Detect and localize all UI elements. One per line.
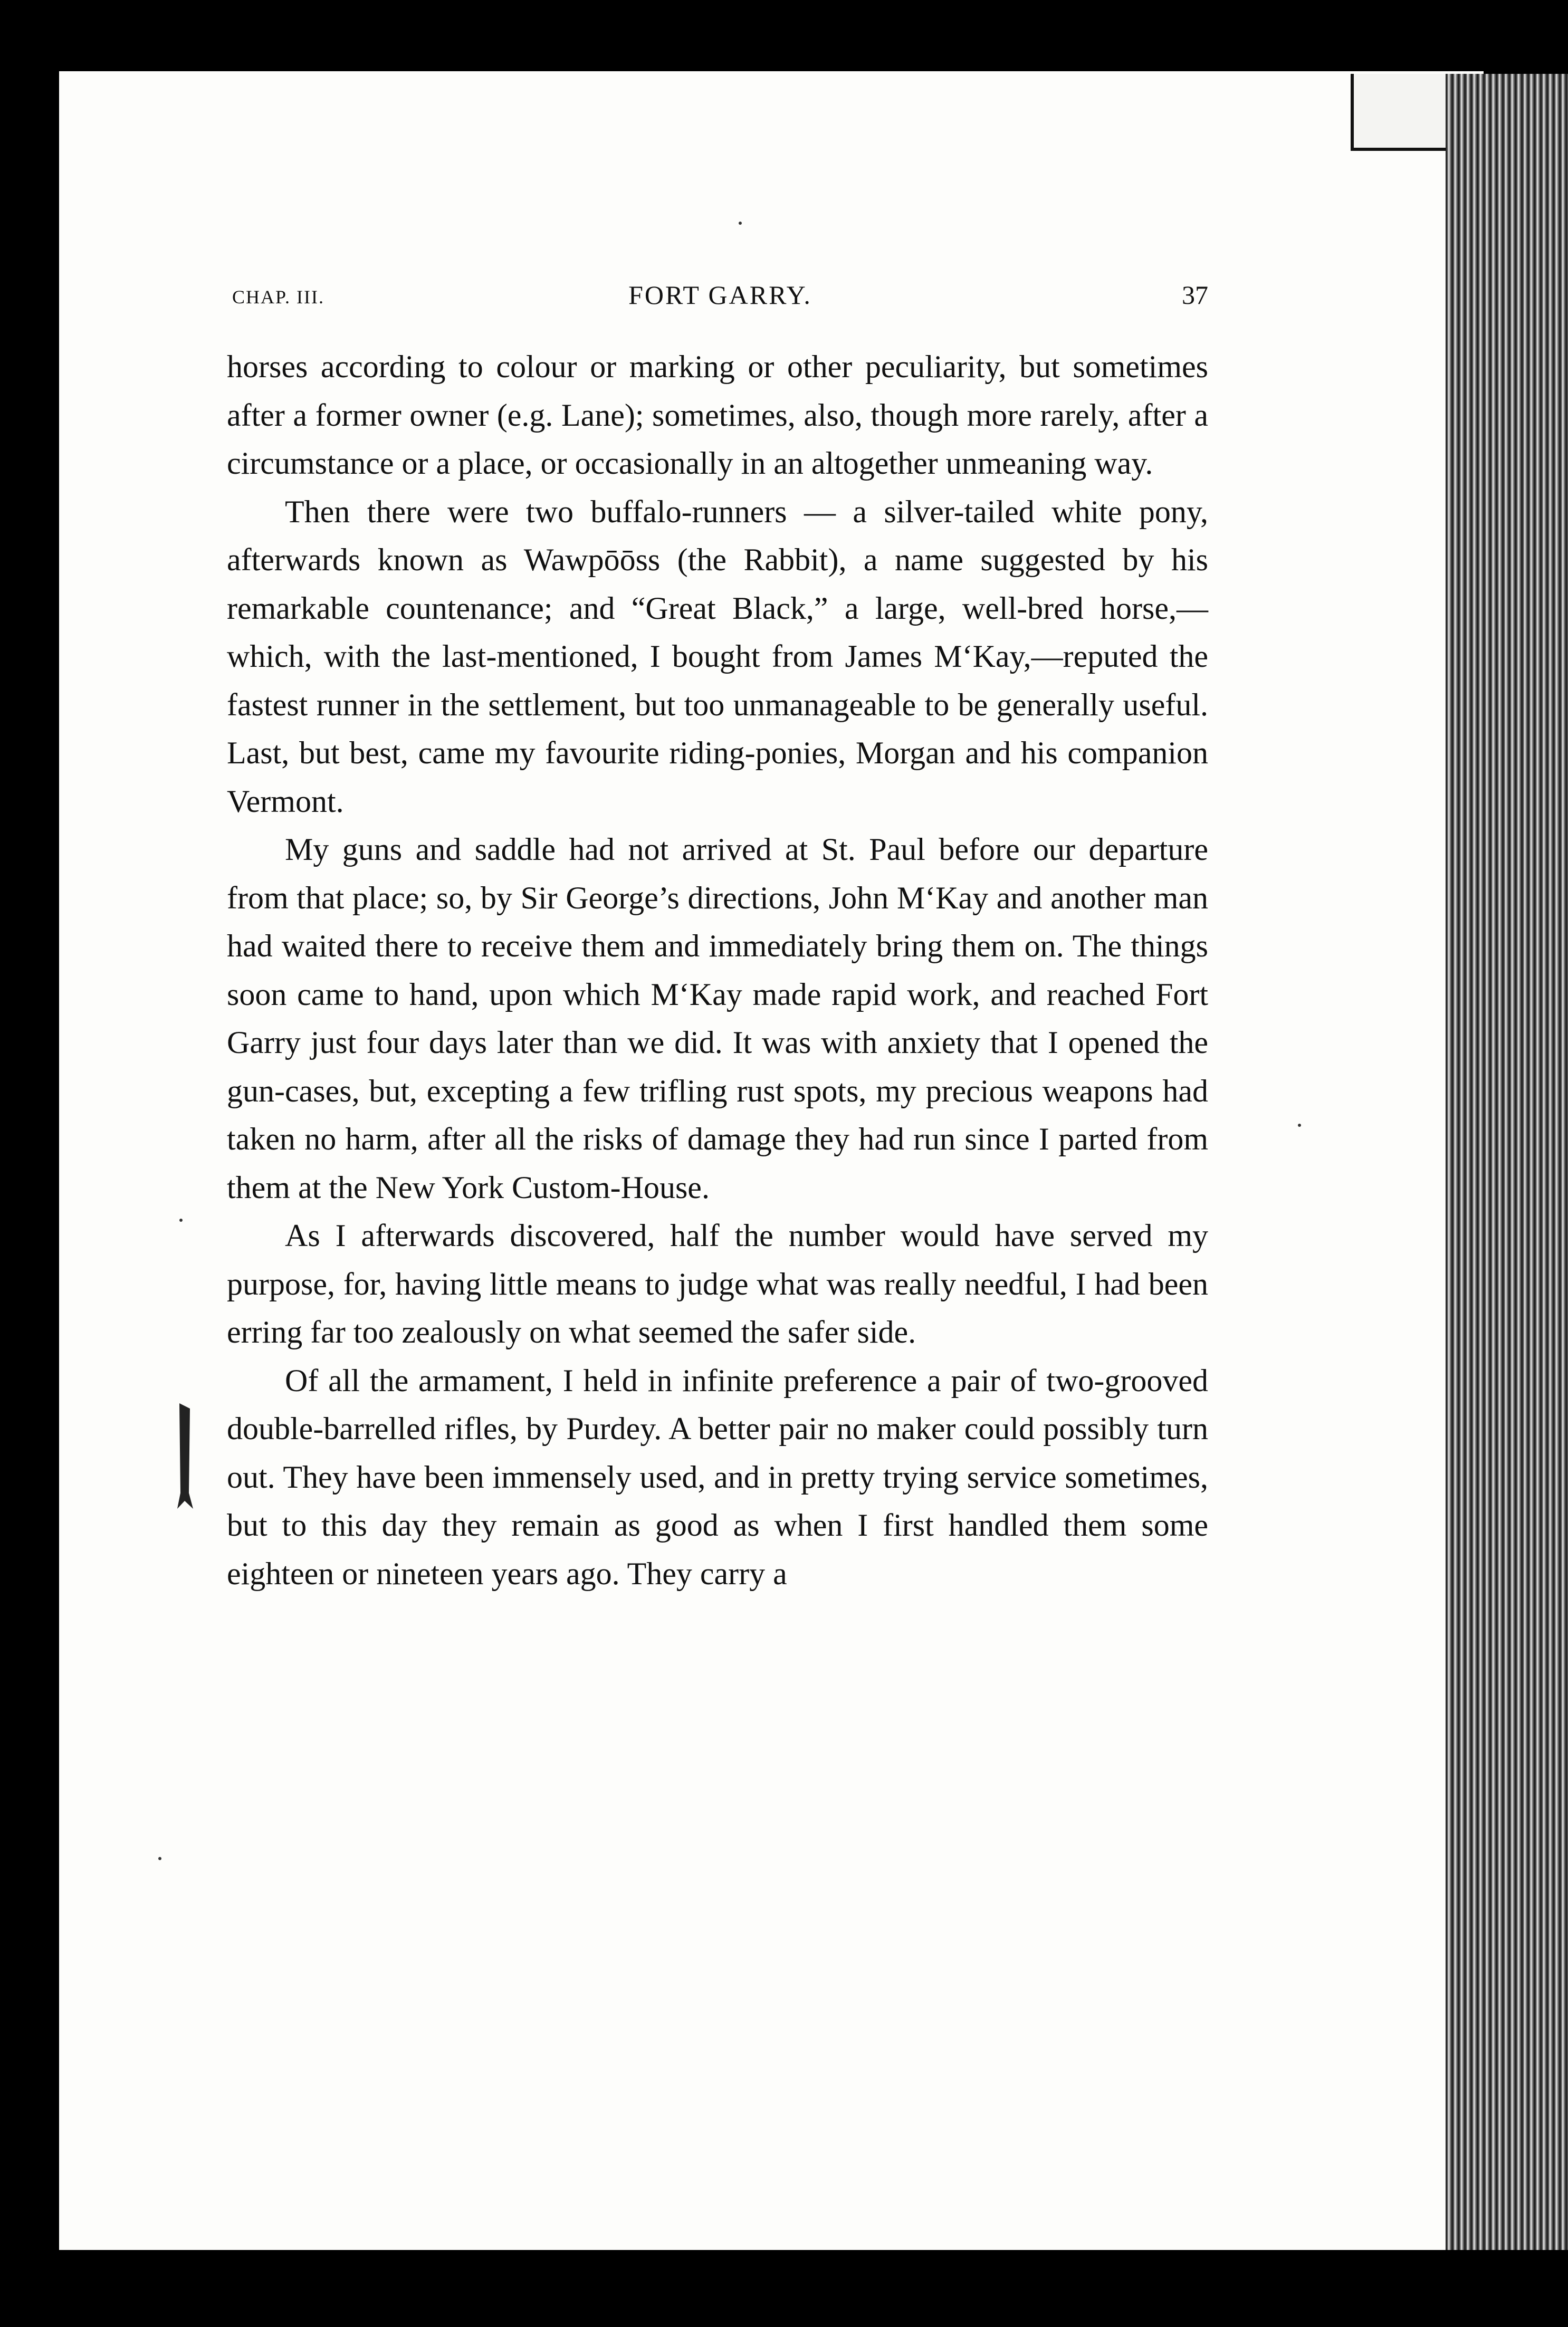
- book-page-edges: [1446, 74, 1568, 2327]
- paragraph-4: As I afterwards discovered, half the number would have served my purpose, for, having little means to judge what was really needful, I had been erring far too zealously on what seemed the safer side.: [227, 1218, 1208, 1349]
- scan-speck: [739, 222, 742, 225]
- paragraph-3: My guns and saddle had not arrived at St. Paul before our departure from that place; so, by Sir George’s directions, John M‘Kay and another man had waited there to receive them and immediately bring them on. The things soon came to hand, upon which M‘Kay made rapid work, and reached Fort Garry just four days later than we did. It was with anxiety that I opened the gun-cases, but, excepting a few trifling rust spots, my precious weapons had taken no harm, after all the risks of damage they had run since I parted from them at the New York Custom-House.: [227, 832, 1208, 1205]
- scan-speck: [158, 1857, 161, 1860]
- body-text: [227, 343, 1208, 1598]
- running-header: [232, 280, 1208, 322]
- chapter-label: CHAP. III.: [232, 286, 325, 308]
- paragraph-1: horses according to colour or marking or other peculiarity, but sometimes after a former owner (e.g. Lane); sometimes, also, though more rarely, after a circumstance or a place, or occasionally in an altogether unmeaning way.: [227, 349, 1208, 481]
- running-title: FORT GARRY.: [628, 280, 812, 310]
- scan-speck: [179, 1219, 183, 1222]
- page-corner-fold: [1351, 74, 1454, 151]
- paragraph-5: Of all the armament, I held in infinite preference a pair of two-grooved double-barrelled rifles, by Purdey. A better pair no maker could possibly turn out. They have been immensely used, and in pretty trying service sometimes, but to this day they remain as good as when I first handled them some eighteen or nineteen years ago. They carry a: [227, 1363, 1208, 1591]
- scan-background-top: [0, 0, 1568, 74]
- scan-background-bottom: [0, 2250, 1568, 2327]
- page-number: 37: [1182, 280, 1208, 310]
- scan-speck: [1298, 1124, 1301, 1127]
- paragraph-2: Then there were two buffalo-runners — a silver-tailed white pony, afterwards known as Wawpōōss (the Rabbit), a name suggested by his remarkable countenance; and “Great Black,” a large, well-bred horse,—which, with the last-mentioned, I bought from James M‘Kay,—reputed the fastest runner in the settlement, but too unmanageable to be generally useful. Last, but best, came my favourite riding-ponies, Morgan and his companion Vermont.: [227, 494, 1208, 819]
- ribbon-bookmark-mark: [174, 1403, 195, 1509]
